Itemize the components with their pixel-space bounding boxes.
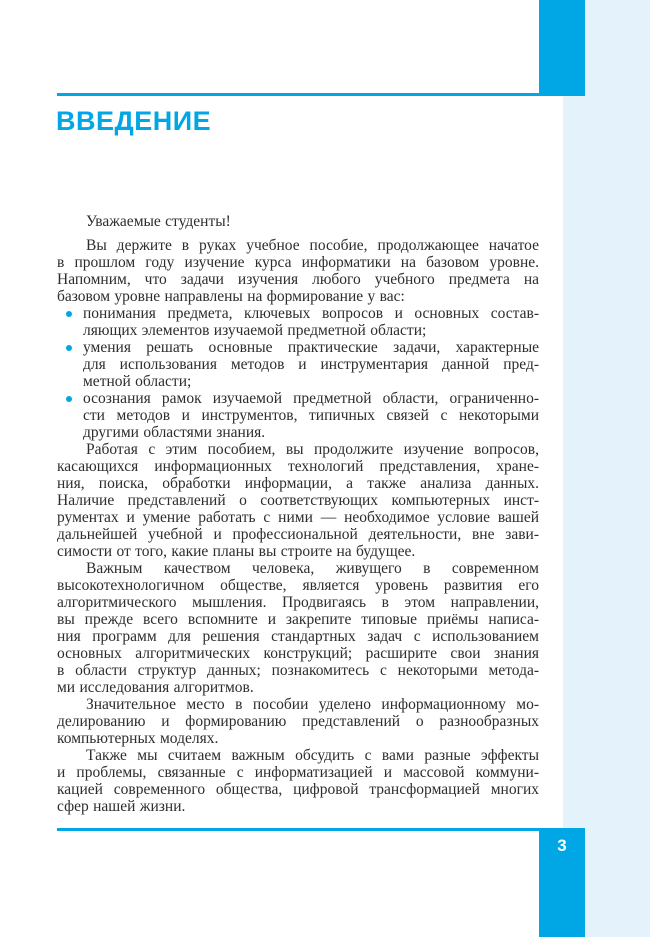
text-line: алгоритмического мышления. Продвигаясь в этом направлении, (57, 594, 539, 611)
text-line: базовом уровне направлены на формирование у вас: (57, 288, 405, 305)
text-line: осознания рамок изучаемой предметной области, ограниченно- (83, 390, 539, 407)
right-margin-stripe (563, 0, 650, 937)
text-line: ния, поиска, обработки информации, а также анализа данных. (57, 475, 539, 492)
body-text (57, 213, 539, 815)
text-line: Наличие представлений о соответствующих компьютерных инст- (57, 492, 539, 509)
text-line: дальнейшей учебной и профессиональной деятельности, вне зави- (57, 526, 539, 543)
paragraph-blocks (57, 237, 539, 815)
page-number-tab (539, 828, 585, 937)
text-line: ляющих элементов изучаемой предметной области; (83, 322, 427, 339)
text-line: Напомним, что задачи изучения любого учебного предмета на (57, 271, 539, 288)
text-line: Важным качеством человека, живущего в современном (86, 560, 539, 577)
text-line: Значительное место в пособии уделено информационному мо- (86, 696, 539, 713)
text-line: основных алгоритмических конструкций; расширите свои знания (57, 645, 539, 662)
text-line: рументах и умение работать с ними — необходимое условие вашей (57, 509, 539, 526)
bullet-item (57, 339, 539, 390)
footer-rule (57, 828, 585, 831)
text-line: другими областями знания. (83, 424, 266, 441)
text-line: компьютерных моделях. (57, 730, 219, 747)
text-line: для использования методов и инструментария данной пред- (83, 356, 539, 373)
text-line: делированию и формированию представлений о разнообразных (57, 713, 539, 730)
text-line: Также мы считаем важным обсудить с вами разные эффекты (86, 747, 539, 764)
text-line: и проблемы, связанные с информатизацией и массовой коммуни- (57, 764, 539, 781)
text-line: в области структур данных; познакомитесь с некоторыми метода- (57, 662, 539, 679)
text-line: Вы держите в руках учебное пособие, продолжающее начатое (86, 237, 539, 254)
text-line: ния программ для решения стандартных задач с использованием (57, 628, 539, 645)
page-title: ВВЕДЕНИЕ (56, 106, 212, 136)
text-line: понимания предмета, ключевых вопросов и основных состав- (83, 305, 539, 322)
top-corner-tab (539, 0, 585, 96)
text-line: Работая с этим пособием, вы продолжите изучение вопросов, (86, 441, 539, 458)
bullet-item (57, 390, 539, 441)
page-number: 3 (557, 836, 567, 855)
header-rule (57, 93, 585, 96)
text-line: метной области; (83, 373, 192, 390)
salutation-line: Уважаемые студенты! (86, 213, 231, 230)
bullet-item (57, 305, 539, 339)
text-line: сфер нашей жизни. (57, 798, 186, 815)
text-line: касающихся информационных технологий представления, хране- (57, 458, 539, 475)
text-line: высокотехнологичном обществе, является уровень развития его (57, 577, 539, 594)
text-line: ми исследования алгоритмов. (57, 679, 254, 696)
bullet-icon (66, 311, 72, 317)
text-line: кацией современного общества, цифровой трансформацией многих (57, 781, 539, 798)
bullet-icon (66, 345, 72, 351)
text-line: сти методов и инструментов, типичных связей с некоторыми (83, 407, 539, 424)
text-line: в прошлом году изучение курса информатики на базовом уровне. (57, 254, 539, 271)
text-line: вы прежде всего вспомните и закрепите типовые приёмы написа- (57, 611, 539, 628)
text-line: умения решать основные практические задачи, характерные (83, 339, 539, 356)
bullet-icon (66, 396, 72, 402)
text-line: симости от того, какие планы вы строите на будущее. (57, 543, 416, 560)
